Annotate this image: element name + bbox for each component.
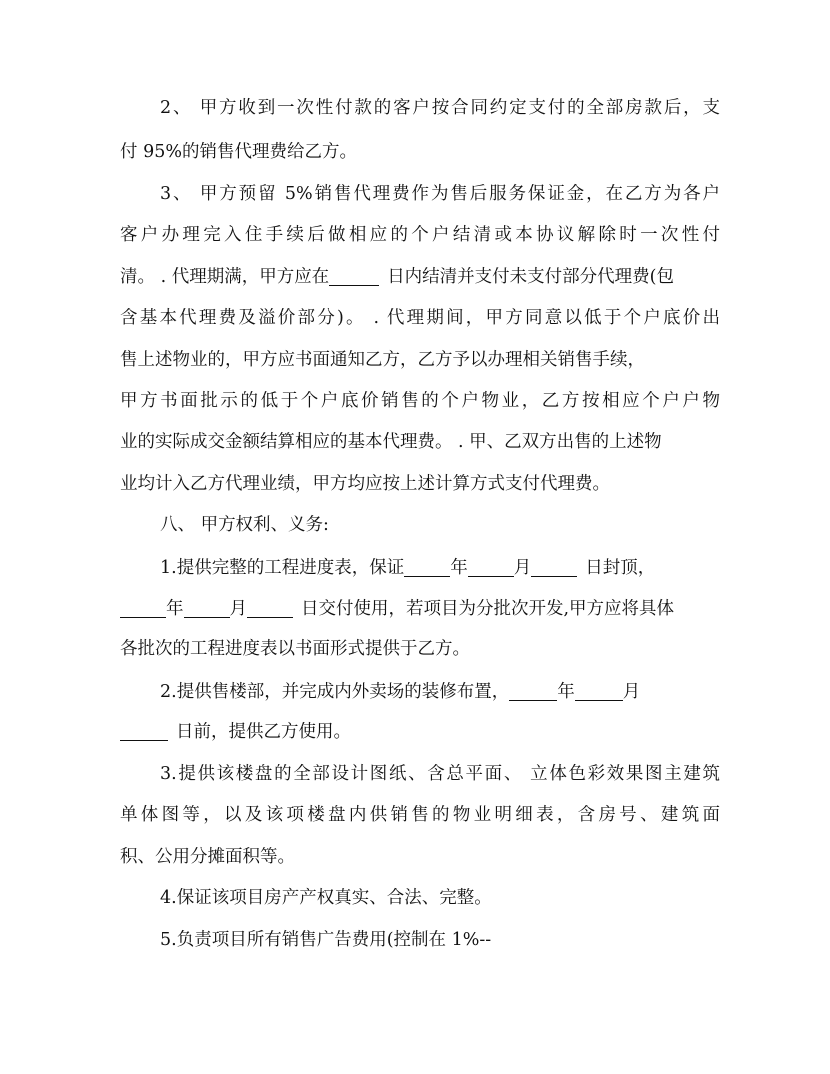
text-segment: 2.提供售楼部，并完成内外卖场的装修布置， [160, 682, 510, 702]
text-line: 3.提供该楼盘的全部设计图纸、含总平面、 立体色彩效果图主建筑 [160, 764, 720, 784]
text-line: 4.保证该项目房产产权真实、合法、完整。 [160, 888, 492, 908]
text-segment: 年 [557, 682, 575, 702]
text-line: 客户办理完入住手续后做相应的个户结清或本协议解除时一次性付 [120, 225, 720, 245]
blank-field [120, 599, 166, 618]
blank-field [468, 558, 514, 577]
text-segment: 日交付使用，若项目为分批次开发,甲方应将具体 [301, 599, 675, 619]
text-line: 付 95%的销售代理费给乙方。 [120, 142, 357, 162]
blank-field [247, 599, 293, 618]
blank-field [120, 722, 168, 741]
text-segment: 年 [450, 558, 468, 578]
text-line [160, 680, 720, 704]
text-line: 含基本代理费及溢价部分)。 . 代理期间，甲方同意以低于个户底价出 [120, 308, 720, 328]
section-heading: 八、 甲方权利、义务: [160, 515, 329, 535]
text-line: 3、 甲方预留 5%销售代理费作为售后服务保证金，在乙方为各户 [160, 184, 720, 204]
text-segment: 月 [513, 558, 532, 578]
blank-field [509, 682, 557, 701]
text-line: 业的实际成交金额结算相应的基本代理费。 . 甲、乙双方出售的上述物 [120, 432, 662, 452]
text-line: 单体图等，以及该项楼盘内供销售的物业明细表，含房号、建筑面 [120, 805, 720, 825]
text-segment: 日内结清并支付未支付部分代理费(包 [387, 267, 675, 287]
text-line [120, 265, 720, 289]
text-line: 各批次的工程进度表以书面形式提供于乙方。 [120, 639, 470, 659]
text-line: 甲方书面批示的低于个户底价销售的个户物业，乙方按相应个户户物 [120, 391, 720, 411]
text-line: 业均计入乙方代理业绩，甲方均应按上述计算方式支付代理费。 [120, 474, 610, 494]
text-segment: 日封顶， [585, 558, 656, 578]
text-line: 积、公用分摊面积等。 [120, 847, 295, 867]
text-line: 5.负责项目所有销售广告费用(控制在 1%-- [160, 930, 492, 950]
blank-field [575, 682, 623, 701]
text-line [120, 720, 720, 744]
text-line: 2、 甲方收到一次性付款的客户按合同约定支付的全部房款后，支 [160, 98, 720, 118]
text-segment: 日前，提供乙方使用。 [176, 722, 351, 742]
text-line: 售上述物业的，甲方应书面通知乙方，乙方予以办理相关销售手续， [120, 350, 645, 370]
text-segment: 年 [166, 599, 184, 619]
text-segment: 清。 . 代理期满，甲方应在 [120, 267, 330, 287]
text-line [160, 556, 720, 580]
blank-field [404, 558, 450, 577]
text-segment: 月 [229, 599, 247, 619]
text-line [120, 597, 720, 621]
blank-field [184, 599, 230, 618]
blank-field [329, 267, 379, 286]
text-segment: 1.提供完整的工程进度表，保证 [160, 558, 405, 578]
text-segment: 月 [622, 682, 641, 702]
blank-field [531, 558, 577, 577]
